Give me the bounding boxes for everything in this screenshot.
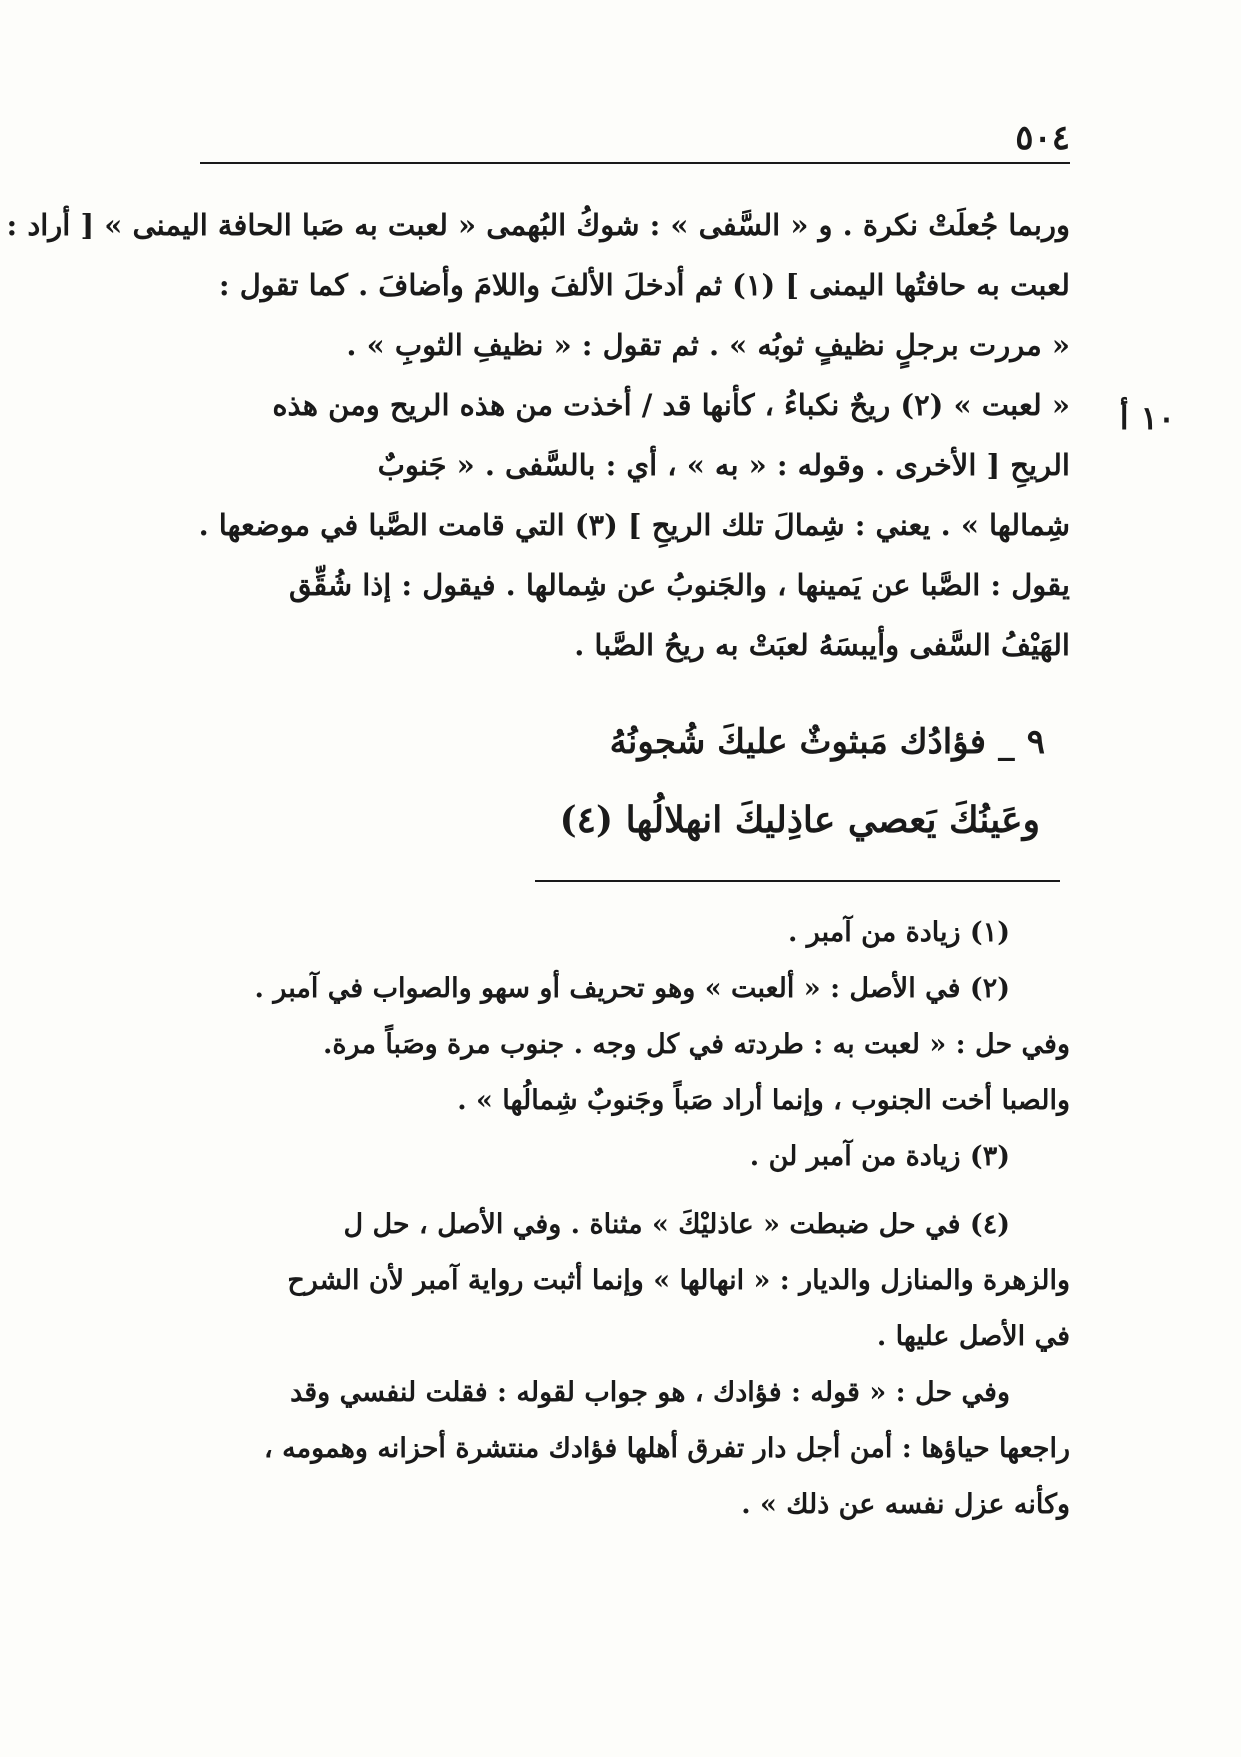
main-line: يقول : الصَّبا عن يَمينها ، والجَنوبُ عن شِمالها . فيقول : إذا شُقِّق	[289, 568, 1070, 602]
main-line: « لعبت » (٢) ريحٌ نكباءُ ، كأنها قد / أخذت من هذه الريح ومن هذه	[272, 388, 1070, 422]
margin-folio-letter: أ	[1119, 399, 1129, 437]
footnote-line: والزهرة والمنازل والديار : « انهالها » وإنما أثبت رواية آمبر لأن الشرح	[287, 1265, 1070, 1296]
main-line: وربما جُعلَتْ نكرة . و « السَّفى » : شوكُ البُهمى « لعبت به صَبا الحافة اليمنى » [ أراد :	[6, 208, 1070, 242]
main-line: شِمالها » . يعني : شِمالَ تلك الريحِ ] (٣) التي قامت الصَّبا في موضعها .	[198, 508, 1070, 542]
footnote-rule	[535, 880, 1060, 882]
verse-first-hemistich: ٩ _ فؤادُك مَبثوثٌ عليكَ شُجونُهُ	[609, 722, 1045, 762]
main-line: لعبت به حافتُها اليمنى ] (١) ثم أدخلَ الألفَ واللامَ وأضافَ . كما تقول :	[218, 268, 1070, 302]
footnote-line: (٢) في الأصل : « ألعبت » وهو تحريف أو سهو والصواب في آمبر .	[254, 973, 1010, 1004]
footnote-line: (١) زيادة من آمبر .	[787, 917, 1010, 948]
main-line: الريحِ [ الأخرى . وقوله : « به » ، أي : بالسَّفى . « جَنوبٌ	[377, 448, 1070, 482]
header-rule	[200, 162, 1070, 164]
footnote-line: راجعها حياؤها : أمن أجل دار تفرق أهلها فؤادك منتشرة أحزانه وهمومه ،	[264, 1433, 1070, 1464]
main-line: « مررت برجلٍ نظيفٍ ثوبُه » . ثم تقول : « نظيفِ الثوبِ » .	[346, 328, 1070, 362]
margin-folio-number: ١٠	[1140, 399, 1175, 437]
footnote-line: وفي حل : « لعبت به : طردته في كل وجه . جنوب مرة وصَباً مرة.	[323, 1029, 1070, 1060]
margin-note	[1105, 398, 1175, 438]
footnote-line: وفي حل : « قوله : فؤادك ، هو جواب لقوله : فقلت لنفسي وقد	[290, 1377, 1010, 1408]
footnote-line: (٣) زيادة من آمبر لن .	[749, 1141, 1010, 1172]
footnote-line: والصبا أخت الجنوب ، وإنما أراد صَباً وجَنوبٌ شِمالُها » .	[457, 1085, 1070, 1116]
main-line: الهَيْفُ السَّفى وأيبسَهُ لعبَتْ به ريحُ الصَّبا .	[574, 628, 1070, 662]
main-text	[6, 195, 1070, 675]
footnote-line: (٤) في حل ضبطت « عاذليْكَ » مثناة . وفي الأصل ، حل ل	[343, 1209, 1010, 1240]
verse-second-hemistich: وعَينُكَ يَعصي عاذِليكَ انهلالُها (٤)	[559, 799, 1040, 841]
footnote-line: في الأصل عليها .	[876, 1321, 1070, 1352]
page-number: ٥٠٤	[1015, 118, 1070, 158]
footnotes	[200, 905, 1070, 1533]
footnote-line: وكأنه عزل نفسه عن ذلك » .	[741, 1489, 1070, 1520]
